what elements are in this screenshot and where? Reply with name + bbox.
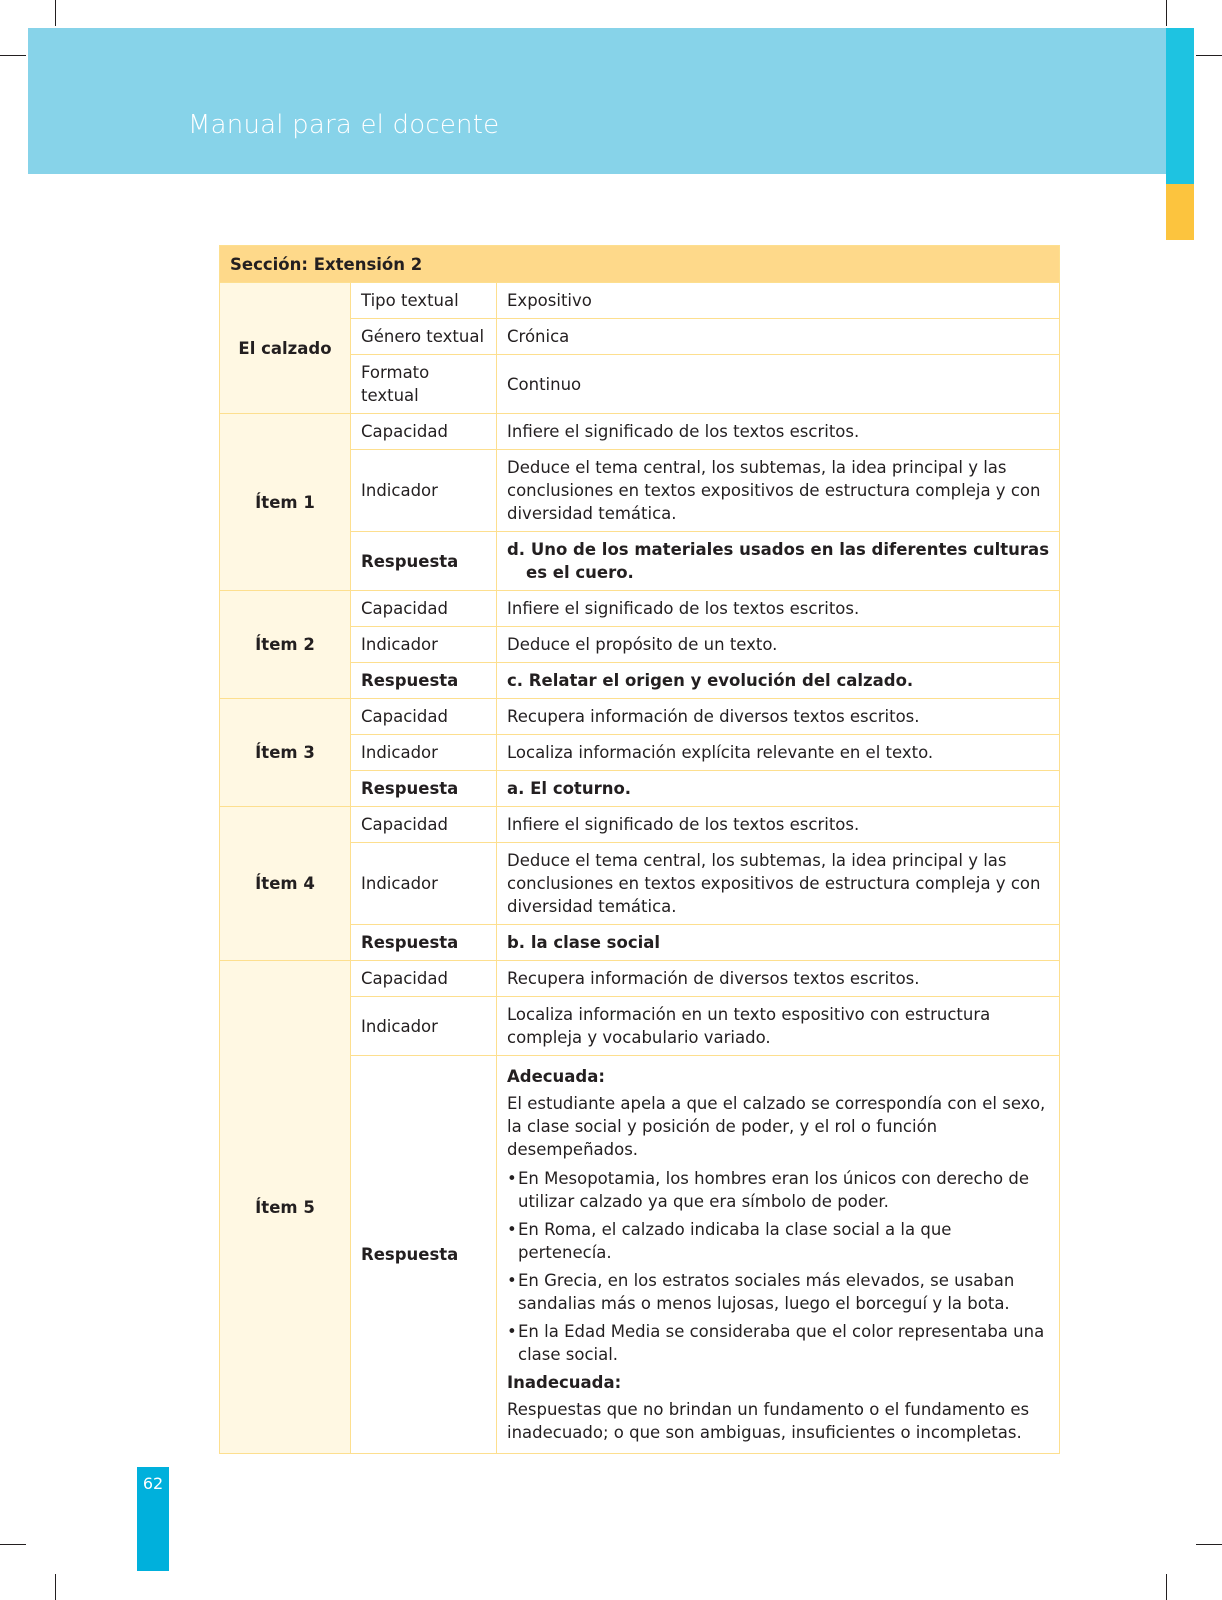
bullet-text: En Roma, el calzado indicaba la clase social a la que pertenecía. xyxy=(518,1220,952,1262)
bullet-icon: • xyxy=(507,1271,517,1290)
row-label: Indicador xyxy=(351,627,497,663)
row-value xyxy=(497,1056,1060,1454)
row-label: Capacidad xyxy=(351,961,497,997)
bullet-text: En Mesopotamia, los hombres eran los únicos con derecho de utilizar calzado ya que era símbolo de poder. xyxy=(518,1169,1029,1211)
bullet-item xyxy=(507,1218,1049,1264)
edge-tab-blue xyxy=(1166,28,1194,184)
row-label: Capacidad xyxy=(351,414,497,450)
table-row xyxy=(220,807,1060,843)
row-value: Recupera información de diversos textos escritos. xyxy=(497,699,1060,735)
group-label: Ítem 4 xyxy=(220,807,351,961)
row-label: Tipo textual xyxy=(351,283,497,319)
row-value: Localiza información en un texto espositivo con estructura compleja y vocabulario variado. xyxy=(497,997,1060,1056)
bullet-item xyxy=(507,1320,1049,1366)
row-label: Capacidad xyxy=(351,699,497,735)
crop-mark xyxy=(55,0,56,26)
row-value: b. la clase social xyxy=(497,925,1060,961)
row-value: Continuo xyxy=(497,355,1060,414)
row-label: Indicador xyxy=(351,735,497,771)
adequate-text: El estudiante apela a que el calzado se correspondía con el sexo, la clase social y posición de poder, y el rol o función desempeñados. xyxy=(507,1094,1046,1159)
crop-mark xyxy=(0,55,26,56)
inadequate-text: Respuestas que no brindan un fundamento o el fundamento es inadecuado; o que son ambiguas, insuficientes o incompletas. xyxy=(507,1400,1030,1442)
crop-mark xyxy=(1166,1574,1167,1600)
table-row xyxy=(220,961,1060,997)
bullet-item xyxy=(507,1167,1049,1213)
crop-mark xyxy=(1166,0,1167,26)
section-title: Sección: Extensión 2 xyxy=(220,246,1060,283)
group-label: Ítem 3 xyxy=(220,699,351,807)
table-row xyxy=(220,283,1060,319)
row-label: Indicador xyxy=(351,450,497,532)
row-label: Género textual xyxy=(351,319,497,355)
table-row xyxy=(220,414,1060,450)
row-value: Expositivo xyxy=(497,283,1060,319)
row-value: Deduce el tema central, los subtemas, la idea principal y las conclusiones en textos expositivos de estructura compleja y con diversidad temática. xyxy=(497,450,1060,532)
row-value: c. Relatar el origen y evolución del calzado. xyxy=(497,663,1060,699)
row-label: Capacidad xyxy=(351,807,497,843)
row-value: Infiere el significado de los textos escritos. xyxy=(497,807,1060,843)
row-value: Infiere el significado de los textos escritos. xyxy=(497,414,1060,450)
group-label: Ítem 5 xyxy=(220,961,351,1454)
row-value: a. El coturno. xyxy=(497,771,1060,807)
group-label: El calzado xyxy=(220,283,351,414)
page-number: 62 xyxy=(142,1474,164,1493)
bullet-item xyxy=(507,1269,1049,1315)
edge-tab-yellow xyxy=(1166,184,1194,240)
inadequate-title: Inadecuada: xyxy=(507,1373,622,1392)
bullet-icon: • xyxy=(507,1169,517,1188)
row-label: Respuesta xyxy=(351,771,497,807)
row-label: Formato textual xyxy=(351,355,497,414)
group-label: Ítem 1 xyxy=(220,414,351,591)
table-row xyxy=(220,699,1060,735)
row-value: Deduce el tema central, los subtemas, la idea principal y las conclusiones en textos expositivos de estructura compleja y con diversidad temática. xyxy=(497,843,1060,925)
row-label: Indicador xyxy=(351,997,497,1056)
row-value: Localiza información explícita relevante en el texto. xyxy=(497,735,1060,771)
row-value: Recupera información de diversos textos escritos. xyxy=(497,961,1060,997)
row-label: Respuesta xyxy=(351,1056,497,1454)
table-row xyxy=(220,591,1060,627)
rubric-table xyxy=(219,245,1060,1454)
crop-mark xyxy=(0,1544,26,1545)
row-label: Respuesta xyxy=(351,925,497,961)
adequate-title: Adecuada: xyxy=(507,1067,605,1086)
row-value: Infiere el significado de los textos escritos. xyxy=(497,591,1060,627)
header-band xyxy=(28,28,1171,174)
row-value: Crónica xyxy=(497,319,1060,355)
row-label: Capacidad xyxy=(351,591,497,627)
bullet-text: En Grecia, en los estratos sociales más elevados, se usaban sandalias más o menos lujosas, luego el borceguí y la bota. xyxy=(518,1271,1015,1313)
bullet-icon: • xyxy=(507,1322,517,1341)
row-value: Deduce el propósito de un texto. xyxy=(497,627,1060,663)
crop-mark xyxy=(55,1574,56,1600)
bullet-text: En la Edad Media se consideraba que el color representaba una clase social. xyxy=(518,1322,1045,1364)
row-label: Respuesta xyxy=(351,663,497,699)
crop-mark xyxy=(1196,55,1222,56)
page-title: Manual para el docente xyxy=(188,110,500,140)
group-label: Ítem 2 xyxy=(220,591,351,699)
bullet-icon: • xyxy=(507,1220,517,1239)
row-label: Respuesta xyxy=(351,532,497,591)
crop-mark xyxy=(1196,1544,1222,1545)
section-header-row xyxy=(220,246,1060,283)
row-label: Indicador xyxy=(351,843,497,925)
row-value xyxy=(497,532,1060,591)
answer-text: d. Uno de los materiales usados en las diferentes culturas es el cuero. xyxy=(507,540,1050,582)
